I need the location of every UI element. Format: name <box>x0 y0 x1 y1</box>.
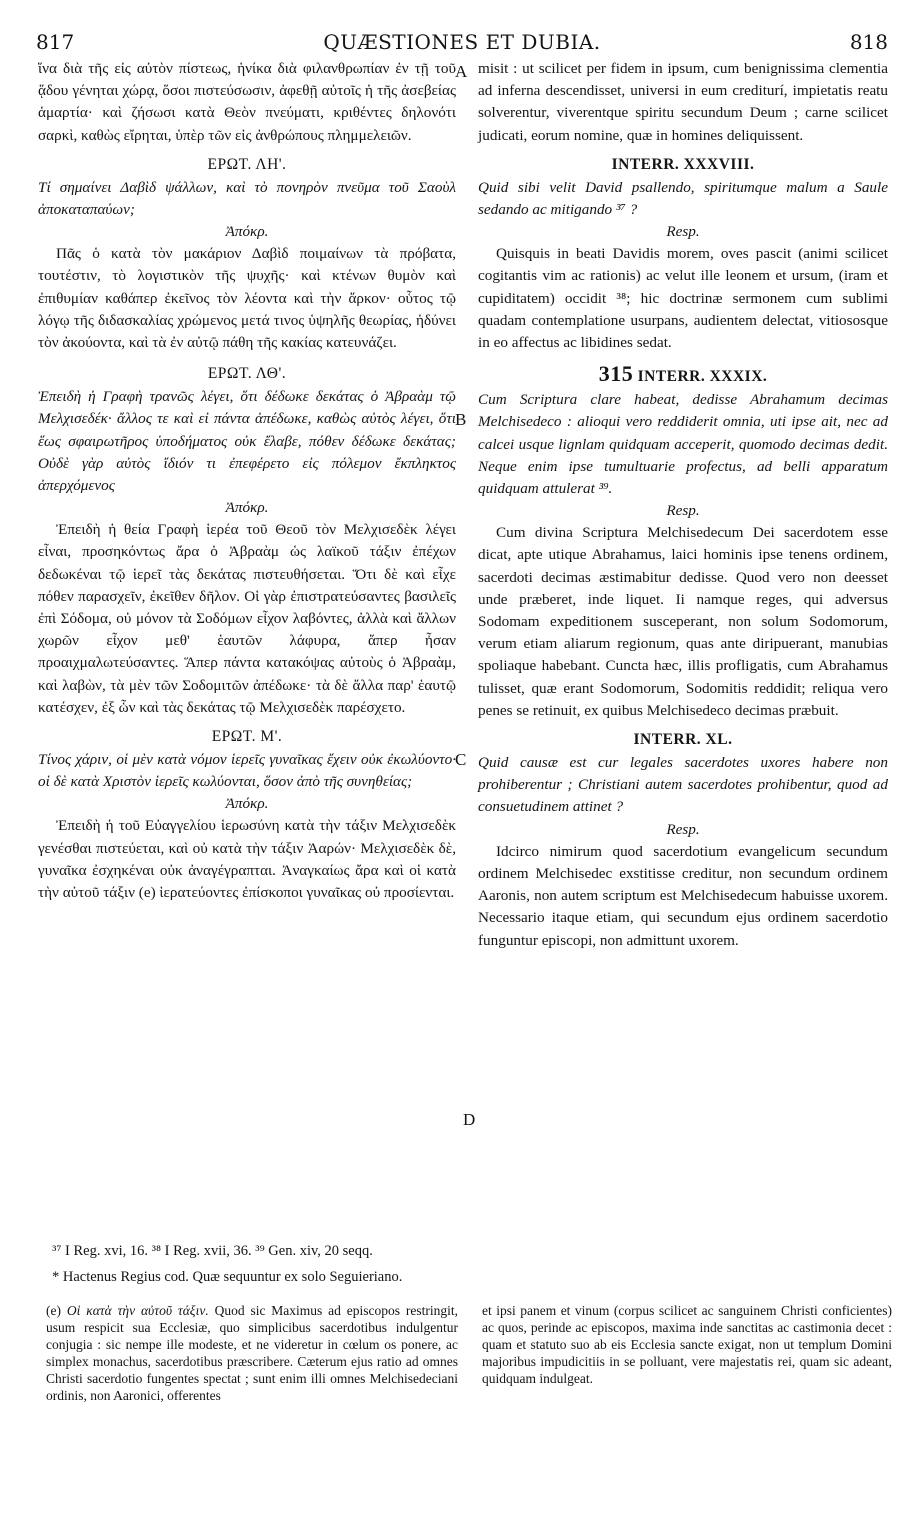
latin-answer-39: Cum divina Scriptura Melchisedecum Dei sacerdotem esse dicat, apte utique Abrahamus, laici hominis ipse tenens ordinem, sacerdoti decimas æstimabitur dedisse. Quod vero non deesset unde præberet, inde liquet. Ii namque reges, qui adversus Sodomam expeditionem susceperant, non solum Sodomorum, verum etiam aliarum regionum, quas ante diripuerant, manubias spoliaque habebant. Cuncta hæc, illis profligatis, cum Abrahamus tulisset, quæ erant Sodomorum, Sodomitis reddidit; reliqua vero penes se retinuit, ex quibus Melchisedeco decimas præbuit. <box>478 524 888 719</box>
section-marker-b: B <box>455 410 467 429</box>
greek-resp-38: Ἀπόκρ. <box>225 223 269 241</box>
greek-column <box>38 58 456 904</box>
note-label: (e) <box>46 1303 61 1318</box>
greek-resp-40: Ἀπόκρ. <box>225 795 269 813</box>
note-lemma: Οἱ κατὰ τὴν αὐτοῦ τάξιν. <box>66 1303 209 1318</box>
latin-answer-38: Quisquis in beati Davidis morem, oves pascit (animi scilicet cogitantis vim ac rationis) ac velut ille leonem et ursum, (iram et cupiditatem) occidit ³⁸; hic doctrinæ sermonem cum sublimi quadam contemplatione usurpans, audientem delectat, vitiososque in eo affectus ac libidines sedat. <box>478 245 888 352</box>
section-marker-d: D <box>463 1110 476 1129</box>
note-right-text: et ipsi panem et vinum (corpus scilicet ac sanguinem Christi conficientes) ac quos, perinde ac episcopos, maxima inde sanctitas ac castimonia decet : quam et statuto suo ab eis Ecclesia sancte exigat, non ut templum Domini majoribus impudicitiis in se polluant, vere majestatis rei, quam sic adeant, quidquam indulgeat. <box>482 1303 892 1386</box>
latin-heading-39 <box>478 362 888 389</box>
page-number-left: 817 <box>36 30 75 54</box>
latin-intro: misit : ut scilicet per fidem in ipsum, cum benignissima clementia ad inferna descendisset, universi in eum crediturí, impietatis reatu solverentur, viverentque spiritu secundum Deum ; carne scilicet judicati, eorum nomine, quæ in homines deliquissent. <box>478 60 888 144</box>
latin-resp-40: Resp. <box>666 820 700 838</box>
greek-answer-39: Ἐπειδὴ ἡ θεία Γραφὴ ἱερέα τοῦ Θεοῦ τὸν Μελχισεδὲκ λέγει εἶναι, προσηκόντως ἄρα ὁ Ἀβραὰμ ὡς λαϊκοῦ τάξιν ἐπέχων δεδωκέναι τῷ ἱερεῖ τὰς δεκάτας πιστευθήσεται. Ὅτι δὲ καὶ εἶχε πόθεν παρασχεῖν, ἐκεῖθεν δῆλον. Οἱ γὰρ ἐπιστρατεύσαντες βασιλεῖς ἐπὶ Σόδομα, οὐ μόνον τὰ Σοδόμων εἶχον λαβόντες, ἀλλὰ καὶ ἄλλων χωρῶν εἶχον μεθ' ἑαυτῶν λάφυρα, ἅπερ ἦσαν προαιχμαλωτεύσαντες. Ἅπερ πάντα κατακόψας αὐτοὺς ὁ Ἀβραὰμ, καὶ λαβὼν, τὰ μὲν τῶν Σοδομιτῶν ἀπέδωκε· τὰ δὲ ἄλλα παρ' ἑαυτῷ κατέσχεν, ἐξ ὧν καὶ τὰς δεκάτας τῷ Μελχισεδὲκ παρέσχετο. <box>38 521 456 716</box>
greek-answer-38: Πᾶς ὁ κατὰ τὸν μακάριον Δαβὶδ ποιμαίνων τὰ πρόβατα, τουτέστιν, τὸ λογιστικὸν τῆς ψυχῆς· καὶ κτένων θυμὸν καὶ ἐπιθυμίαν καθάπερ ἐκεῖνος τὸν λέοντα καὶ τὴν ἄρκον· οὗτος τῷ λόγῳ τῆς διδασκαλίας χρώμενος μετά τινος ὑψηλῆς θεωρίας, ἡδύνει τὸν ἀκούοντα, καὶ τὰ ἐν αὐτῷ πάθη τῆς κακίας κατευνάζει. <box>38 245 456 352</box>
column-number-315: 315 <box>598 361 634 387</box>
editor-note-right <box>482 1302 892 1387</box>
greek-question-38: Τί σημαίνει Δαβὶδ ψάλλων, καὶ τὸ πονηρὸν πνεῦμα τοῦ Σαοὺλ ἀποκαταπαύων; <box>38 178 456 219</box>
footnotes <box>52 1238 892 1290</box>
greek-heading-40: ΕΡΩΤ. Μ'. <box>211 728 283 746</box>
footnote-references: ³⁷ I Reg. xvi, 16. ³⁸ I Reg. xvii, 36. ³⁹ Gen. xiv, 20 seqq. <box>52 1243 373 1259</box>
latin-heading-39-text: INTERR. XXXIX. <box>637 368 768 386</box>
greek-heading-38: ΕΡΩΤ. ΛΗ'. <box>207 155 287 173</box>
footnote-remark: * Hactenus Regius cod. Quæ sequuntur ex solo Seguieriano. <box>52 1269 403 1285</box>
page-header <box>36 30 888 58</box>
greek-intro: ἵνα διὰ τῆς εἰς αὐτὸν πίστεως, ἡνίκα διὰ φιλανθρωπίαν ἐν τῇ τοῦ ᾅδου γένηται χώρᾳ, ὅσοι πιστεύσωσιν, ἀφεθῇ αὐτοῖς ἡ τῆς ἀσεβείας ἁμαρτία· καὶ ζήσωσι κατὰ Θεὸν πνεύματι, κριθέντες δηλονότι σαρκὶ, καθὼς εἴρηται, ὑπὲρ τῶν εἰς ἀνθρώπους πλημμελειῶν. <box>38 60 456 144</box>
latin-heading-40: INTERR. XL. <box>633 731 733 749</box>
note-left-text: Quod sic Maximus ad episcopos restringit, usum respicit sua Ecclesiæ, quo simplicibus sacerdotibus indulgentur conjugia : sic nempe ille modeste, et ne videretur in cœlum os ponere, ac simplex monachus, sacerdotibus præscribere. Cæterum ejus ratio ad omnes Christi sacerdotio fungentes spectat ; sunt enim illi omnes Melchisedeciani ordinis, non Aaronici, offerentes <box>46 1303 458 1403</box>
latin-answer-40: Idcirco nimirum quod sacerdotium evangelicum secundum ordinem Melchisedec exstitisse creditur, non secundum ordinem Aaronis, non autem scriptum est Melchisedecum habuisse uxorem. Necessario itaque etiam, qui secundum ejus ordinem sacerdotio funguntur episcopi, non admittunt uxorem. <box>478 842 888 949</box>
latin-resp-38: Resp. <box>666 223 700 241</box>
section-marker-a: A <box>455 62 468 81</box>
latin-question-38: Quid sibi velit David psallendo, spiritumque malum a Saule sedando ac mitigando ³⁷ ? <box>478 178 888 219</box>
greek-resp-39: Ἀπόκρ. <box>225 499 269 517</box>
section-marker-c: C <box>455 750 467 769</box>
running-title: QUÆSTIONES ET DUBIA. <box>323 30 601 54</box>
page-number-right: 818 <box>849 30 888 54</box>
latin-column <box>478 58 888 952</box>
latin-resp-39: Resp. <box>666 502 700 520</box>
latin-question-40: Quid causæ est cur legales sacerdotes uxores habere non prohiberentur ; Christiani autem sacerdotes prohibentur, quod ad consuetudinem attinet ? <box>478 754 888 816</box>
greek-question-40: Τίνος χάριν, οἱ μὲν κατὰ νόμον ἱερεῖς γυναῖκας ἔχειν οὐκ ἐκωλύοντο· οἱ δὲ κατὰ Χριστὸν ἱερεῖς κωλύονται, ὅσον ἀπὸ τῆς συνηθείας; <box>38 751 456 791</box>
greek-question-39: Ἐπειδὴ ἡ Γραφὴ τρανῶς λέγει, ὅτι δέδωκε δεκάτας ὁ Ἀβραὰμ τῷ Μελχισεδέκ· ἄλλος τε καὶ εἰ πάντα ἀπέδωκε, καθὼς αὐτὸς λέγει, ὅτι ἕως σφαιρωτῆρος ὑποδήματος οὐκ ἔλαβε, πόθεν δέδωκε δεκάτας; Οὐδὲ γὰρ αὐτὸς ἴδιόν τι ἐπεφέρετο εἰς πόλεμον ἔκπληκτος ἀπερχόμενος <box>38 388 456 495</box>
greek-heading-39: ΕΡΩΤ. ΛΘ'. <box>207 365 287 383</box>
latin-heading-38: INTERR. XXXVIII. <box>611 155 755 173</box>
latin-question-39: Cum Scriptura clare habeat, dedisse Abrahamum decimas Melchisedeco : alioqui vero reddiderit omnia, uti ipse ait, nec ad calcei usque lignlam quidquam acceperit, quomodo decimas dedit. Neque enim ipse tumultuarie profectus, ad belli apparatum quidquam attulerat ³⁹. <box>478 391 888 498</box>
greek-answer-40: Ἐπειδὴ ἡ τοῦ Εὐαγγελίου ἱερωσύνη κατὰ τὴν τάξιν Μελχισεδὲκ γενέσθαι πιστεύεται, καὶ οὐ κατὰ τὴν τάξιν Ἀαρών· Μελχισεδὲκ δὲ, γυναῖκα ἐσχηκέναι οὐκ ἀναγέγραπται. Ἀναγκαίως ἄρα καὶ οἱ κατὰ τὴν αὐτοῦ τάξιν (e) ἱερατεύοντες ἐπίσκοποι γυναῖκας οὐ προσίενται. <box>38 817 456 902</box>
editor-note-left <box>46 1302 458 1404</box>
